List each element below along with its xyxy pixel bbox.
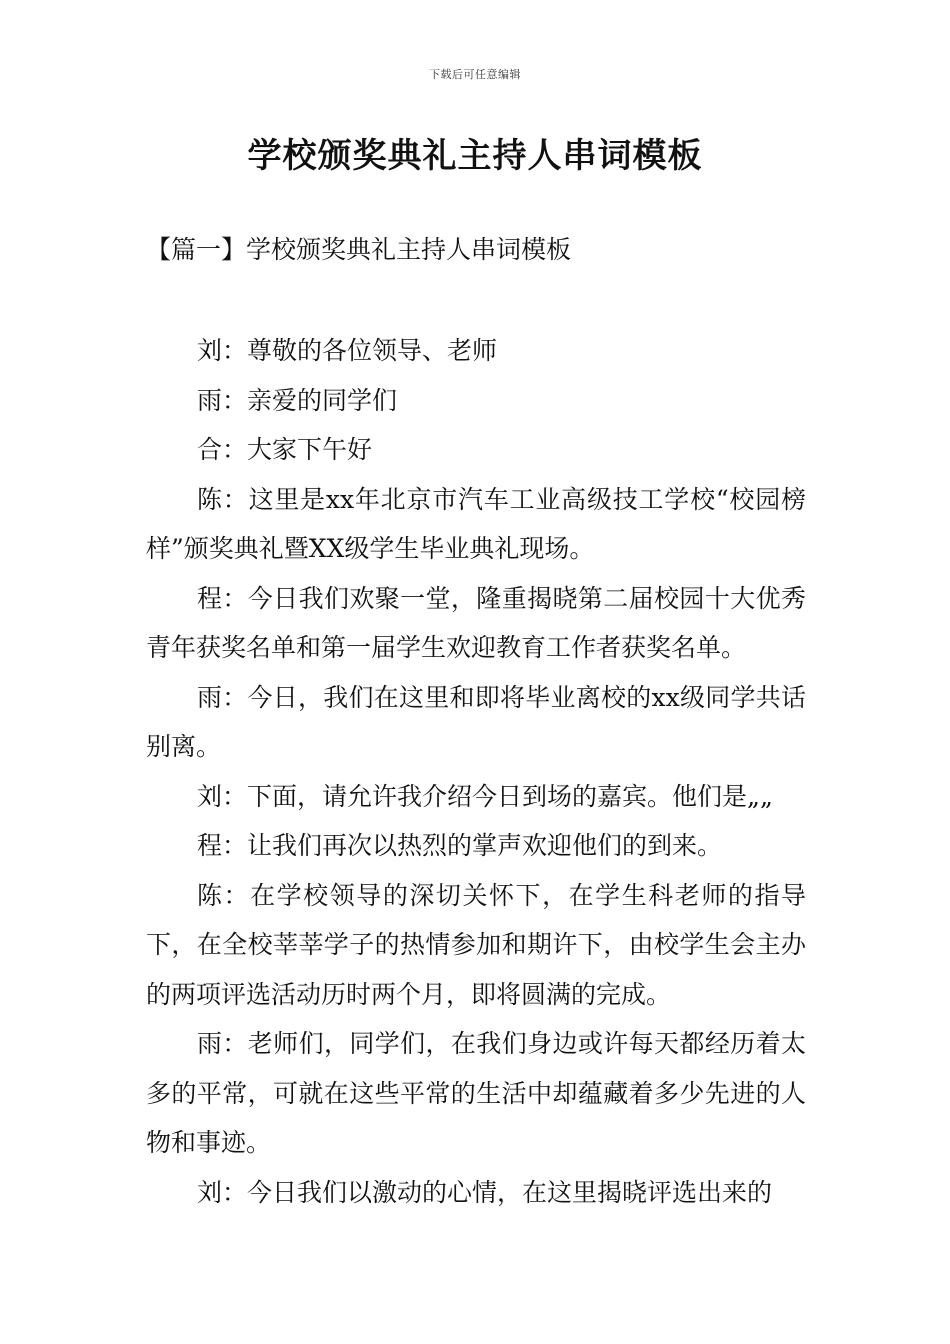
paragraph: 刘：下面，请允许我介绍今日到场的嘉宾。他们是„„ (197, 781, 773, 811)
document-body (146, 326, 806, 1217)
paragraph: 雨：亲爱的同学们 (197, 385, 398, 415)
section-heading: 【篇一】学校颁奖典礼主持人串词模板 (146, 235, 572, 264)
paragraph: 刘：今日我们以激动的心情，在这里揭晓评选出来的 (197, 1177, 773, 1207)
paragraph: 雨：今日，我们在这里和即将毕业离校的xx级同学共话别离。 (146, 682, 806, 761)
header-note: 下载后可任意编辑 (429, 68, 521, 81)
paragraph: 陈：在学校领导的深切关怀下，在学生科老师的指导下，在全校莘莘学子的热情参加和期许下，由校学生会主办的两项评选活动历时两个月，即将圆满的完成。 (146, 880, 806, 1009)
paragraph: 程：让我们再次以热烈的掌声欢迎他们的到来。 (197, 831, 723, 860)
paragraph: 雨：老师们，同学们，在我们身边或许每天都经历着太多的平常，可就在这些平常的生活中却蕴藏着多少先进的人物和事迹。 (146, 1029, 806, 1157)
paragraph: 刘：尊敬的各位领导、老师 (197, 336, 498, 365)
paragraph: 程：今日我们欢聚一堂，隆重揭晓第二届校园十大优秀青年获奖名单和第一届学生欢迎教育工作者获奖名单。 (146, 583, 806, 662)
paragraph: 合：大家下午好 (197, 435, 373, 464)
paragraph: 陈：这里是xx年北京市汽车工业高级技工学校“校园榜样”颁奖典礼暨XX级学生毕业典礼现场。 (146, 484, 806, 563)
document-title: 学校颁奖典礼主持人串词模板 (247, 136, 703, 176)
